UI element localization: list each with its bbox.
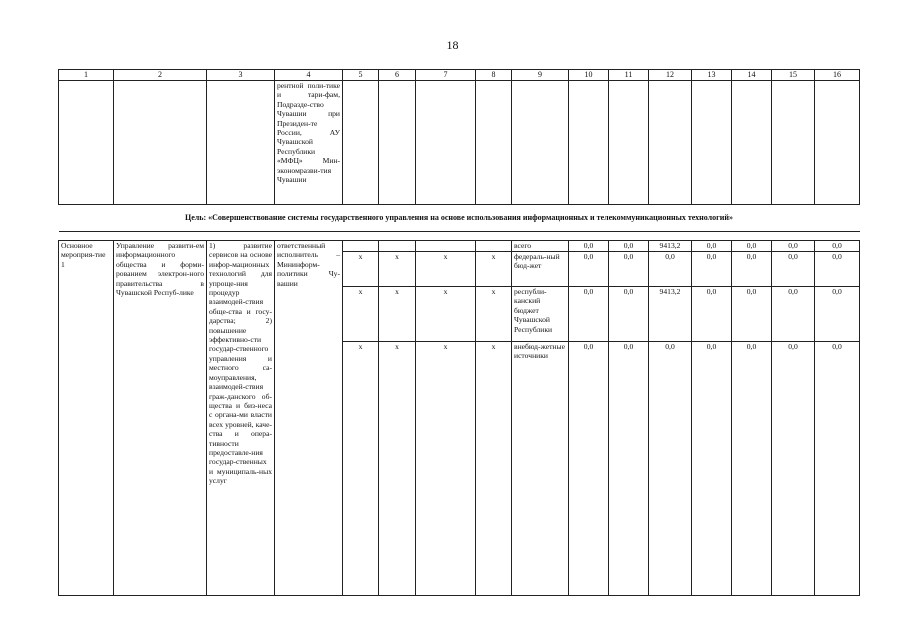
funding-row-total xyxy=(59,241,860,252)
cell xyxy=(476,241,512,252)
value-cell: 0,0 xyxy=(772,252,815,287)
value-cell: 0,0 xyxy=(569,241,609,252)
value-cell: 0,0 xyxy=(692,241,732,252)
program-table xyxy=(58,69,860,596)
header-cell: 5 xyxy=(343,70,379,81)
header-cell: 11 xyxy=(609,70,649,81)
value-cell: 0,0 xyxy=(692,252,732,287)
value-cell: 0,0 xyxy=(569,287,609,342)
header-cell: 3 xyxy=(207,70,275,81)
header-cell: 9 xyxy=(512,70,569,81)
value-cell: 9413,2 xyxy=(649,287,692,342)
value-cell: 0,0 xyxy=(649,342,692,596)
value-cell: 0,0 xyxy=(692,287,732,342)
event-number: Основное мероприя-тие 1 xyxy=(59,241,114,596)
funding-source: республи-канский бюджет Чувашской Республики xyxy=(512,287,569,342)
header-cell: 1 xyxy=(59,70,114,81)
cell: х xyxy=(416,342,476,596)
value-cell: 9413,2 xyxy=(649,241,692,252)
cell: х xyxy=(476,287,512,342)
goal-row xyxy=(59,205,860,232)
value-cell: 0,0 xyxy=(772,287,815,342)
value-cell: 0,0 xyxy=(815,241,860,252)
cell xyxy=(379,241,416,252)
cell: х xyxy=(379,252,416,287)
goal-heading: Цель: «Совершенствование системы государственного управления на основе использования информационных и телекоммуникационных технологий» xyxy=(59,205,860,232)
value-cell: 0,0 xyxy=(609,287,649,342)
funding-source: внебюд-жетные источники xyxy=(512,342,569,596)
cell xyxy=(416,241,476,252)
cell: х xyxy=(476,342,512,596)
value-cell: 0,0 xyxy=(732,342,772,596)
header-cell: 7 xyxy=(416,70,476,81)
header-cell: 14 xyxy=(732,70,772,81)
funding-source: всего xyxy=(512,241,569,252)
carryover-row xyxy=(59,81,860,205)
event-executor: ответственный исполнитель – Мининформ-политики Чу-вашии xyxy=(275,241,343,596)
cell: х xyxy=(343,342,379,596)
funding-source: федераль-ный бюд-жет xyxy=(512,252,569,287)
spacer-row xyxy=(59,232,860,241)
header-cell: 13 xyxy=(692,70,732,81)
value-cell: 0,0 xyxy=(569,342,609,596)
value-cell: 0,0 xyxy=(569,252,609,287)
value-cell: 0,0 xyxy=(609,252,649,287)
cell: х xyxy=(343,287,379,342)
value-cell: 0,0 xyxy=(732,252,772,287)
header-cell: 8 xyxy=(476,70,512,81)
header-cell: 2 xyxy=(114,70,207,81)
cell: х xyxy=(343,252,379,287)
cell: х xyxy=(476,252,512,287)
value-cell: 0,0 xyxy=(815,287,860,342)
cell xyxy=(343,241,379,252)
value-cell: 0,0 xyxy=(692,342,732,596)
value-cell: 0,0 xyxy=(649,252,692,287)
header-row xyxy=(59,70,860,81)
page-number: 18 xyxy=(446,38,459,52)
header-cell: 15 xyxy=(772,70,815,81)
value-cell: 0,0 xyxy=(772,241,815,252)
header-cell: 16 xyxy=(815,70,860,81)
value-cell: 0,0 xyxy=(772,342,815,596)
cell: х xyxy=(379,287,416,342)
value-cell: 0,0 xyxy=(815,252,860,287)
header-cell: 6 xyxy=(379,70,416,81)
carryover-col4: рентной поли-тике и тари-фам, Подразде-ство Чувашии при Президен-те России, АУ Чувашской Республики «МФЦ» Мин-экономразви-тия Чувашии xyxy=(275,81,343,205)
cell: х xyxy=(379,342,416,596)
header-cell: 4 xyxy=(275,70,343,81)
header-cell: 12 xyxy=(649,70,692,81)
cell: х xyxy=(416,252,476,287)
cell: х xyxy=(416,287,476,342)
event-title: Управление развити-ем информационного общества и форми-рованием электрон-ного правительства в Чувашской Респуб-лике xyxy=(114,241,207,596)
event-goals: 1) развитие сервисов на основе инфор-мационных технологий для упроще-ния процедур взаимодей-ствия обще-ства и госу-дарства; 2) повышение эффективно-сти государ-ственного управления и местного са-моуправления, взаимодей-ствия граж-данского об-щества и биз-неса с органа-ми власти всех уровней, каче-ства и опера-тивности предоставле-ния государ-ственных и муниципаль-ных услуг xyxy=(207,241,275,596)
value-cell: 0,0 xyxy=(815,342,860,596)
value-cell: 0,0 xyxy=(732,241,772,252)
header-cell: 10 xyxy=(569,70,609,81)
value-cell: 0,0 xyxy=(609,241,649,252)
value-cell: 0,0 xyxy=(732,287,772,342)
value-cell: 0,0 xyxy=(609,342,649,596)
